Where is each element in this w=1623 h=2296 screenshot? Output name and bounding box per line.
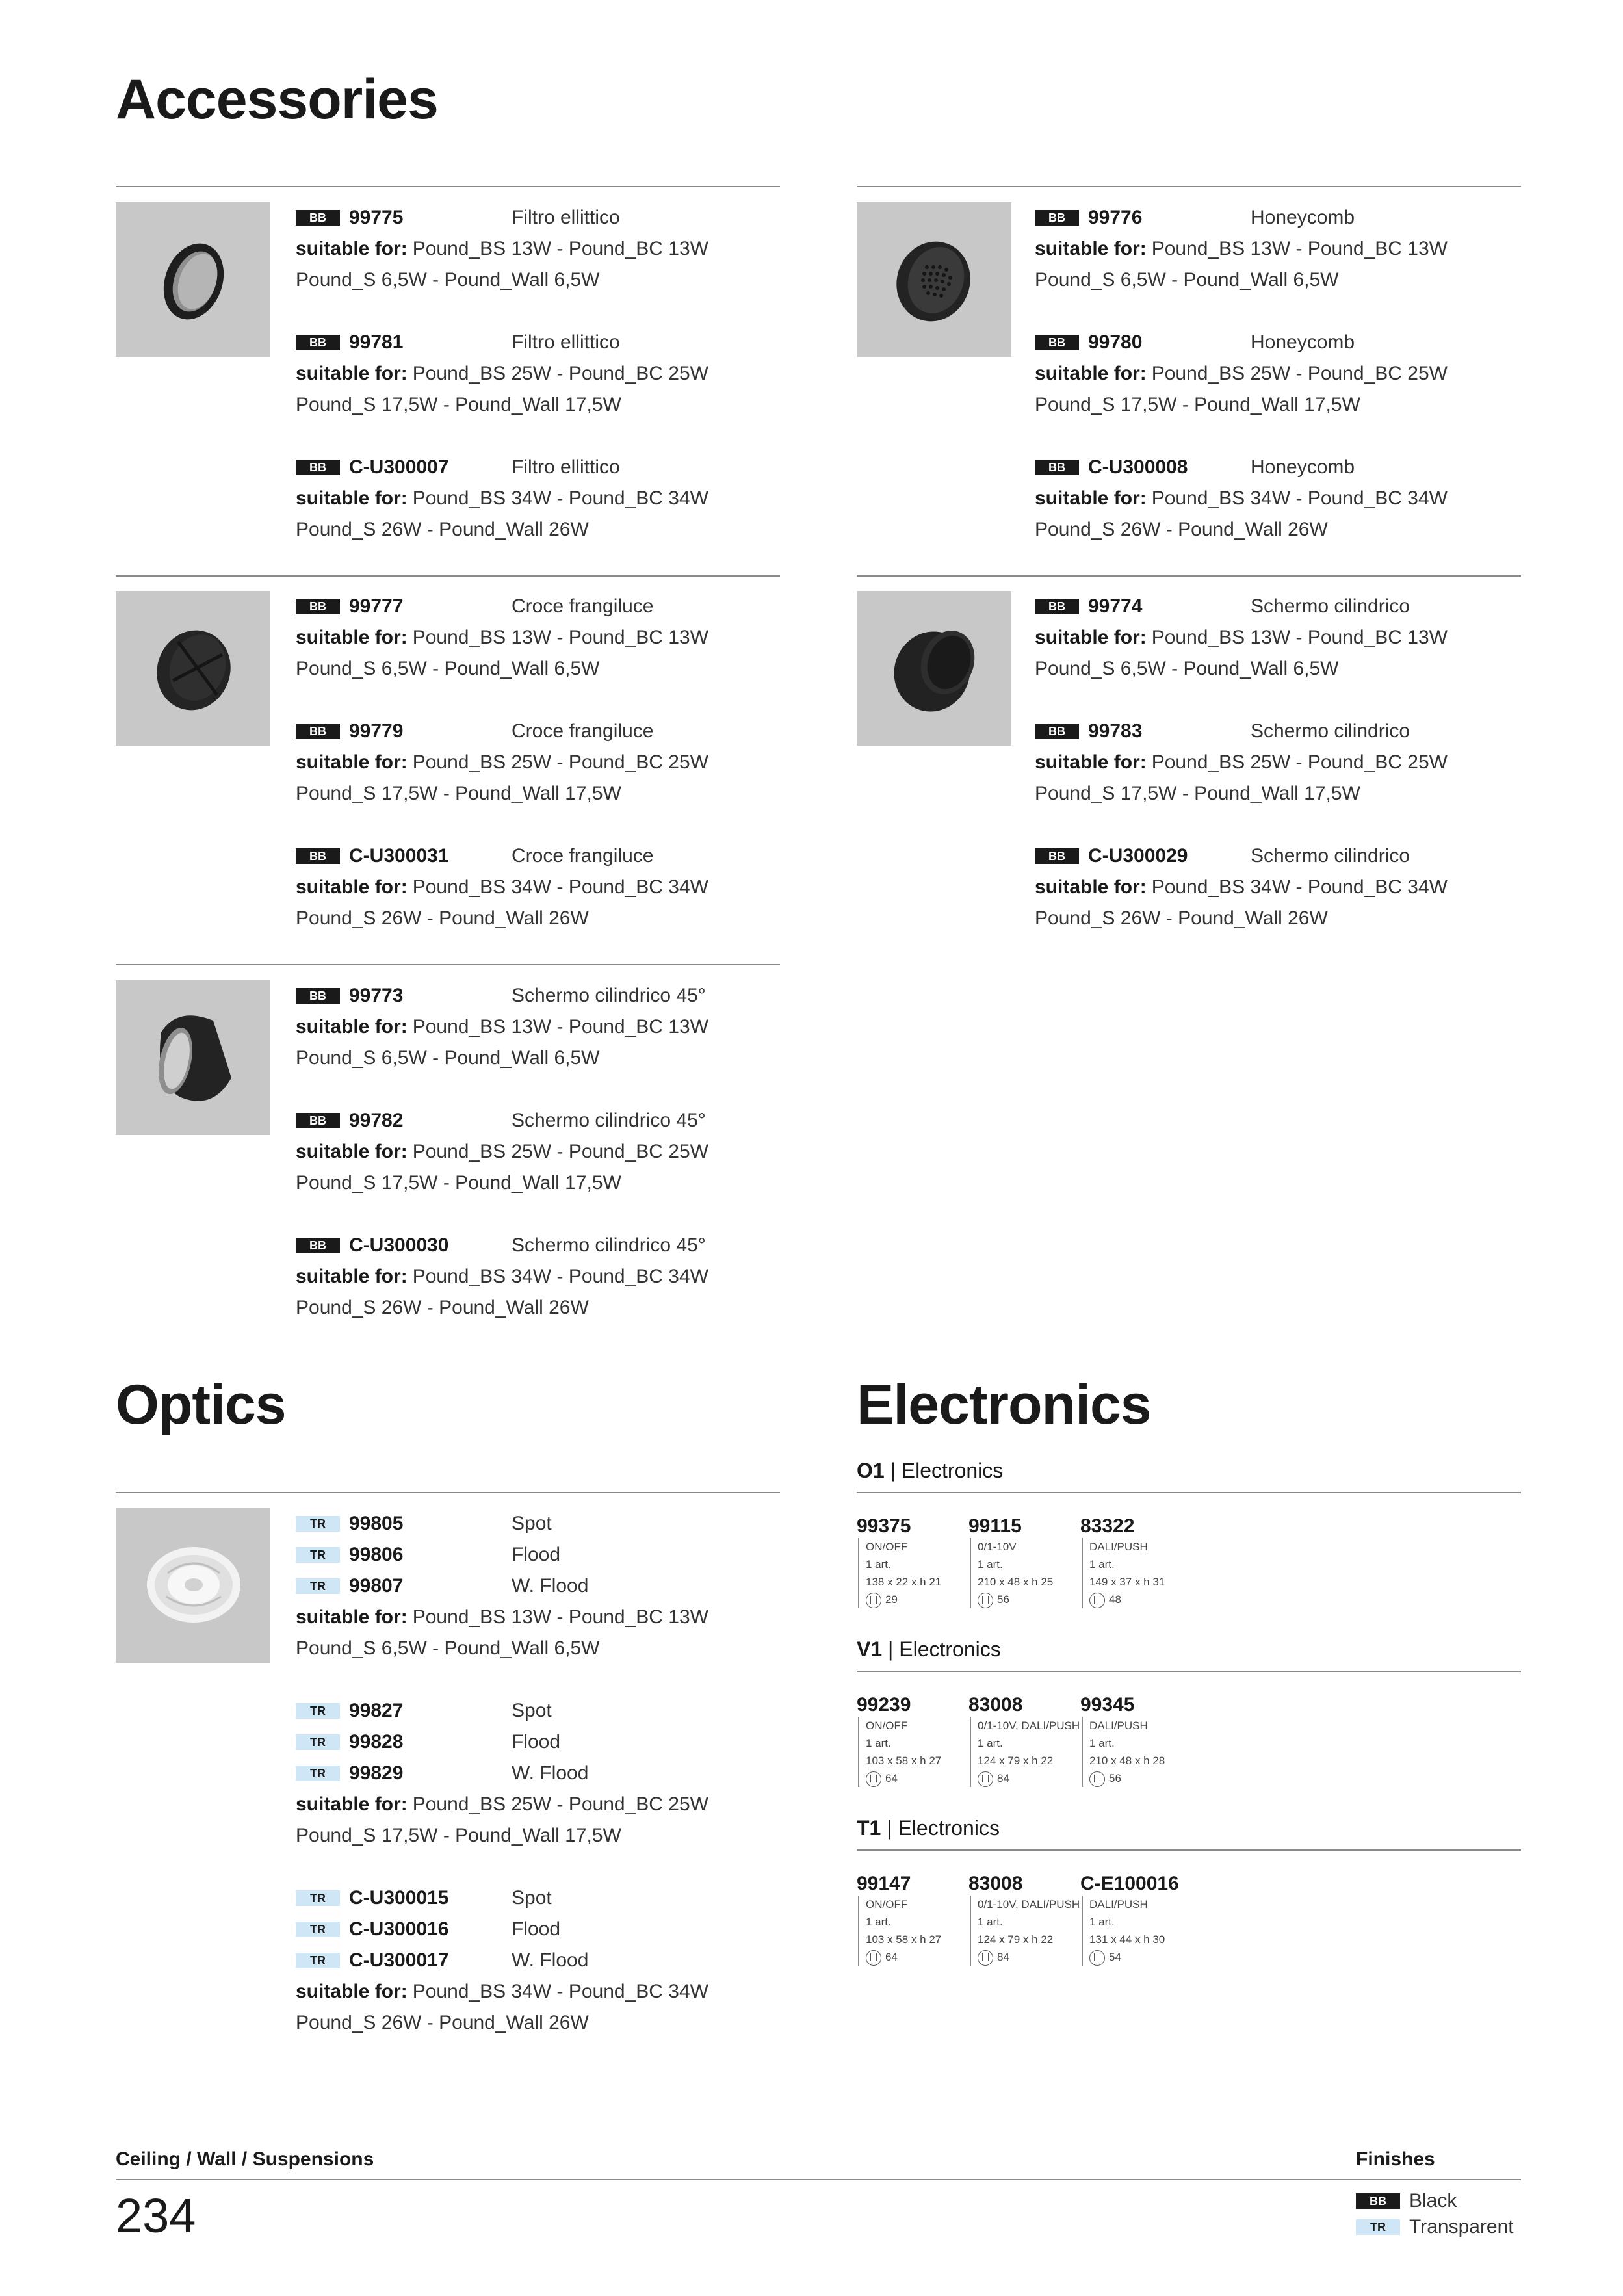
finish-label: Transparent xyxy=(1409,2216,1514,2237)
suitable-text: Pound_S 26W - Pound_Wall 26W xyxy=(296,1297,589,1318)
product-desc: W. Flood xyxy=(512,1575,589,1597)
product-desc: Croce frangiluce xyxy=(512,595,654,617)
driver-code: C-E100016 xyxy=(1080,1873,1179,1894)
driver-icon xyxy=(978,1771,993,1787)
product-code: 99776 xyxy=(1088,207,1143,228)
product-code: 99779 xyxy=(349,720,404,742)
accessory-group-cylindrical-shield-45 xyxy=(296,980,712,1324)
divider xyxy=(857,575,1521,577)
driver-count: 29 xyxy=(885,1593,898,1606)
suitable-text: Pound_BS 13W - Pound_BC 13W xyxy=(1151,238,1448,259)
driver-type: DALI/PUSH xyxy=(1089,1898,1148,1911)
suitable-label: suitable for: xyxy=(296,363,408,384)
driver-icon xyxy=(1089,1593,1105,1608)
suitable-label: suitable for: xyxy=(296,1141,408,1162)
electronics-heading: Electronics xyxy=(857,1374,1151,1436)
suitable-label: suitable for: xyxy=(296,627,408,648)
electronics-section-t1 xyxy=(857,1816,1000,1840)
driver-qty: 1 art. xyxy=(978,1558,1003,1571)
suitable-text: Pound_S 17,5W - Pound_Wall 17,5W xyxy=(1035,394,1360,415)
product-code: C-U300008 xyxy=(1088,456,1188,478)
product-image-cylindrical-shield-45 xyxy=(116,980,270,1135)
suitable-label: suitable for: xyxy=(1035,363,1147,384)
suitable-text: Pound_BS 13W - Pound_BC 13W xyxy=(412,1016,708,1037)
driver-icon xyxy=(978,1593,993,1608)
suitable-text: Pound_BS 25W - Pound_BC 25W xyxy=(412,363,708,384)
driver-count: 64 xyxy=(885,1951,898,1963)
product-code: 99780 xyxy=(1088,332,1143,353)
product-desc: Flood xyxy=(512,1731,561,1753)
driver-qty: 1 art. xyxy=(866,1737,891,1749)
product-code: 99775 xyxy=(349,207,404,228)
finish-badge: TR xyxy=(296,1547,340,1563)
driver-icon xyxy=(1089,1950,1105,1966)
product-image-filter xyxy=(116,202,270,357)
suitable-text: Pound_S 6,5W - Pound_Wall 6,5W xyxy=(296,1047,600,1069)
driver-qty: 1 art. xyxy=(1089,1737,1115,1749)
finish-badge: BB xyxy=(1035,599,1079,614)
driver-code: 99375 xyxy=(857,1515,911,1537)
finish-badge: TR xyxy=(296,1578,340,1594)
finish-badge: BB xyxy=(296,848,340,864)
suitable-text: Pound_BS 25W - Pound_BC 25W xyxy=(412,1141,708,1162)
finish-badge: TR xyxy=(296,1953,340,1968)
divider xyxy=(857,186,1521,187)
product-desc: Filtro ellittico xyxy=(512,456,620,478)
product-code: 99773 xyxy=(349,985,404,1006)
finish-badge: BB xyxy=(1035,335,1079,350)
driver-dims: 138 x 22 x h 21 xyxy=(866,1576,942,1588)
finish-badge: TR xyxy=(296,1516,340,1532)
driver-item xyxy=(968,1693,1080,1787)
section-name: | Electronics xyxy=(887,1816,1000,1840)
suitable-text: Pound_S 6,5W - Pound_Wall 6,5W xyxy=(296,269,600,291)
product-desc: Filtro ellittico xyxy=(512,207,620,228)
product-desc: Flood xyxy=(512,1544,561,1565)
driver-icon xyxy=(866,1593,881,1608)
suitable-label: suitable for: xyxy=(1035,751,1147,773)
finish-badge: BB xyxy=(1035,210,1079,226)
suitable-text: Pound_BS 25W - Pound_BC 25W xyxy=(1151,751,1448,773)
driver-dims: 149 x 37 x h 31 xyxy=(1089,1576,1165,1588)
driver-item xyxy=(1080,1693,1192,1787)
finish-badge: TR xyxy=(296,1922,340,1937)
product-desc: Croce frangiluce xyxy=(512,720,654,742)
product-image-optic-lens xyxy=(116,1508,270,1663)
driver-item xyxy=(857,1515,968,1608)
suitable-text: Pound_BS 13W - Pound_BC 13W xyxy=(412,238,708,259)
driver-icon xyxy=(1089,1771,1105,1787)
product-desc: Schermo cilindrico 45° xyxy=(512,985,706,1006)
product-desc: Spot xyxy=(512,1513,552,1534)
product-code: C-U300031 xyxy=(349,845,449,867)
suitable-label: suitable for: xyxy=(296,751,408,773)
product-desc: Schermo cilindrico 45° xyxy=(512,1110,706,1131)
suitable-label: suitable for: xyxy=(1035,876,1147,898)
driver-item xyxy=(968,1515,1080,1608)
product-code: 99777 xyxy=(349,595,404,617)
optics-heading: Optics xyxy=(116,1374,286,1436)
divider xyxy=(857,1492,1521,1493)
suitable-text: Pound_S 17,5W - Pound_Wall 17,5W xyxy=(296,1172,621,1194)
finish-badge: TR xyxy=(296,1734,340,1750)
driver-dims: 103 x 58 x h 27 xyxy=(866,1933,942,1946)
product-image-cylindrical-shield xyxy=(857,591,1011,746)
suitable-label: suitable for: xyxy=(296,1606,408,1628)
suitable-text: Pound_S 6,5W - Pound_Wall 6,5W xyxy=(1035,269,1339,291)
finish-badge: BB xyxy=(296,1238,340,1253)
finish-badge: BB xyxy=(296,210,340,226)
suitable-text: Pound_BS 34W - Pound_BC 34W xyxy=(412,488,708,509)
suitable-text: Pound_S 17,5W - Pound_Wall 17,5W xyxy=(296,394,621,415)
product-image-honeycomb xyxy=(857,202,1011,357)
product-desc: Filtro ellittico xyxy=(512,332,620,353)
driver-type: DALI/PUSH xyxy=(1089,1541,1148,1553)
driver-qty: 1 art. xyxy=(978,1916,1003,1928)
accessory-group-cylindrical-shield xyxy=(1035,591,1451,934)
suitable-text: Pound_S 26W - Pound_Wall 26W xyxy=(1035,907,1328,929)
suitable-text: Pound_S 6,5W - Pound_Wall 6,5W xyxy=(296,658,600,679)
divider xyxy=(116,1492,780,1493)
suitable-text: Pound_S 26W - Pound_Wall 26W xyxy=(296,519,589,540)
driver-icon xyxy=(866,1950,881,1966)
finish-badge: BB xyxy=(1035,848,1079,864)
suitable-text: Pound_S 17,5W - Pound_Wall 17,5W xyxy=(296,1825,621,1846)
accessory-group-filter xyxy=(296,202,712,545)
footer-category: Ceiling / Wall / Suspensions xyxy=(116,2148,374,2170)
suitable-text: Pound_S 26W - Pound_Wall 26W xyxy=(296,2012,589,2033)
driver-qty: 1 art. xyxy=(1089,1558,1115,1571)
driver-code: 99345 xyxy=(1080,1694,1135,1715)
section-name: | Electronics xyxy=(888,1637,1001,1661)
suitable-text: Pound_BS 34W - Pound_BC 34W xyxy=(412,876,708,898)
driver-dims: 124 x 79 x h 22 xyxy=(978,1933,1054,1946)
section-label: V1 xyxy=(857,1637,883,1661)
suitable-label: suitable for: xyxy=(296,1016,408,1037)
product-code: 99805 xyxy=(349,1513,404,1534)
product-code: C-U300007 xyxy=(349,456,449,478)
product-desc: Flood xyxy=(512,1918,561,1940)
suitable-text: Pound_BS 34W - Pound_BC 34W xyxy=(1151,488,1448,509)
suitable-text: Pound_BS 13W - Pound_BC 13W xyxy=(1151,627,1448,648)
suitable-text: Pound_S 26W - Pound_Wall 26W xyxy=(296,907,589,929)
driver-dims: 210 x 48 x h 25 xyxy=(978,1576,1054,1588)
suitable-label: suitable for: xyxy=(1035,488,1147,509)
product-desc: W. Flood xyxy=(512,1762,589,1784)
product-code: 99807 xyxy=(349,1575,404,1597)
driver-type: 0/1-10V, DALI/PUSH xyxy=(978,1898,1080,1911)
suitable-label: suitable for: xyxy=(296,1981,408,2002)
suitable-text: Pound_BS 13W - Pound_BC 13W xyxy=(412,1606,708,1628)
finish-badge: BB xyxy=(296,724,340,739)
driver-type: ON/OFF xyxy=(866,1898,908,1911)
finish-badge: BB xyxy=(296,599,340,614)
driver-code: 83008 xyxy=(968,1873,1023,1894)
product-code: 99828 xyxy=(349,1731,404,1753)
finish-badge: BB xyxy=(296,335,340,350)
suitable-label: suitable for: xyxy=(1035,238,1147,259)
driver-count: 84 xyxy=(997,1772,1009,1784)
page-number: 234 xyxy=(116,2189,196,2243)
suitable-text: Pound_BS 25W - Pound_BC 25W xyxy=(1151,363,1448,384)
suitable-text: Pound_BS 34W - Pound_BC 34W xyxy=(1151,876,1448,898)
product-code: 99829 xyxy=(349,1762,404,1784)
suitable-label: suitable for: xyxy=(296,488,408,509)
finish-badge: BB xyxy=(1356,2193,1400,2209)
finish-badge: BB xyxy=(296,460,340,475)
product-code: C-U300029 xyxy=(1088,845,1188,867)
driver-icon xyxy=(866,1771,881,1787)
suitable-text: Pound_S 17,5W - Pound_Wall 17,5W xyxy=(1035,783,1360,804)
product-desc: Honeycomb xyxy=(1251,207,1355,228)
electronics-section-v1 xyxy=(857,1637,1001,1662)
driver-dims: 131 x 44 x h 30 xyxy=(1089,1933,1165,1946)
driver-icon xyxy=(978,1950,993,1966)
driver-count: 84 xyxy=(997,1951,1009,1963)
finish-label: Black xyxy=(1409,2190,1457,2211)
product-code: 99774 xyxy=(1088,595,1143,617)
product-code: C-U300030 xyxy=(349,1234,449,1256)
product-desc: Honeycomb xyxy=(1251,456,1355,478)
finish-badge: BB xyxy=(296,1113,340,1128)
product-desc: Schermo cilindrico xyxy=(1251,595,1410,617)
product-image-cross-baffle xyxy=(116,591,270,746)
accessory-group-honeycomb xyxy=(1035,202,1451,545)
divider xyxy=(116,964,780,965)
product-code: 99827 xyxy=(349,1700,404,1721)
finishes-legend xyxy=(1356,2188,1514,2240)
suitable-text: Pound_S 6,5W - Pound_Wall 6,5W xyxy=(296,1637,600,1659)
suitable-text: Pound_BS 25W - Pound_BC 25W xyxy=(412,751,708,773)
divider xyxy=(116,186,780,187)
accessory-group-cross-baffle xyxy=(296,591,712,934)
product-code: C-U300015 xyxy=(349,1887,449,1909)
driver-count: 54 xyxy=(1109,1951,1121,1963)
finish-badge: BB xyxy=(1035,724,1079,739)
driver-dims: 210 x 48 x h 28 xyxy=(1089,1755,1165,1767)
product-desc: Schermo cilindrico xyxy=(1251,845,1410,867)
finish-badge: BB xyxy=(296,988,340,1004)
finish-badge: TR xyxy=(296,1766,340,1781)
driver-type: ON/OFF xyxy=(866,1719,908,1732)
driver-item xyxy=(1080,1515,1192,1608)
driver-item xyxy=(857,1872,968,1966)
driver-code: 83008 xyxy=(968,1694,1023,1715)
product-code: 99783 xyxy=(1088,720,1143,742)
finish-badge: TR xyxy=(1356,2219,1400,2235)
accessories-heading: Accessories xyxy=(116,68,438,131)
driver-count: 48 xyxy=(1109,1593,1121,1606)
driver-type: 0/1-10V, DALI/PUSH xyxy=(978,1719,1080,1732)
product-code: 99806 xyxy=(349,1544,404,1565)
driver-qty: 1 art. xyxy=(1089,1916,1115,1928)
driver-dims: 103 x 58 x h 27 xyxy=(866,1755,942,1767)
suitable-text: Pound_S 6,5W - Pound_Wall 6,5W xyxy=(1035,658,1339,679)
suitable-label: suitable for: xyxy=(296,1794,408,1815)
finish-badge: TR xyxy=(296,1890,340,1906)
suitable-text: Pound_S 26W - Pound_Wall 26W xyxy=(1035,519,1328,540)
suitable-label: suitable for: xyxy=(296,238,408,259)
section-name: | Electronics xyxy=(890,1459,1004,1482)
driver-code: 83322 xyxy=(1080,1515,1135,1537)
optics-list xyxy=(296,1508,712,2039)
suitable-label: suitable for: xyxy=(1035,627,1147,648)
product-desc: Croce frangiluce xyxy=(512,845,654,867)
product-code: C-U300017 xyxy=(349,1950,449,1971)
suitable-text: Pound_BS 13W - Pound_BC 13W xyxy=(412,627,708,648)
product-desc: Spot xyxy=(512,1887,552,1909)
driver-type: 0/1-10V xyxy=(978,1541,1017,1553)
footer-divider xyxy=(116,2179,1521,2180)
finish-badge: TR xyxy=(296,1703,340,1719)
driver-code: 99147 xyxy=(857,1873,911,1894)
footer-finishes-title: Finishes xyxy=(1356,2148,1435,2170)
driver-count: 64 xyxy=(885,1772,898,1784)
divider xyxy=(857,1849,1521,1851)
product-desc: Schermo cilindrico 45° xyxy=(512,1234,706,1256)
section-label: T1 xyxy=(857,1816,881,1840)
suitable-text: Pound_BS 34W - Pound_BC 34W xyxy=(412,1981,708,2002)
suitable-text: Pound_S 17,5W - Pound_Wall 17,5W xyxy=(296,783,621,804)
product-desc: Honeycomb xyxy=(1251,332,1355,353)
divider xyxy=(116,575,780,577)
suitable-label: suitable for: xyxy=(296,1266,408,1287)
driver-count: 56 xyxy=(1109,1772,1121,1784)
driver-count: 56 xyxy=(997,1593,1009,1606)
driver-code: 99239 xyxy=(857,1694,911,1715)
suitable-text: Pound_BS 25W - Pound_BC 25W xyxy=(412,1794,708,1815)
suitable-text: Pound_BS 34W - Pound_BC 34W xyxy=(412,1266,708,1287)
suitable-label: suitable for: xyxy=(296,876,408,898)
product-desc: Schermo cilindrico xyxy=(1251,720,1410,742)
product-code: C-U300016 xyxy=(349,1918,449,1940)
electronics-section-o1 xyxy=(857,1459,1003,1483)
driver-qty: 1 art. xyxy=(978,1737,1003,1749)
product-desc: W. Flood xyxy=(512,1950,589,1971)
product-code: 99782 xyxy=(349,1110,404,1131)
divider xyxy=(857,1671,1521,1672)
driver-item xyxy=(1080,1872,1192,1966)
driver-type: DALI/PUSH xyxy=(1089,1719,1148,1732)
driver-qty: 1 art. xyxy=(866,1916,891,1928)
driver-dims: 124 x 79 x h 22 xyxy=(978,1755,1054,1767)
section-label: O1 xyxy=(857,1459,885,1482)
product-code: 99781 xyxy=(349,332,404,353)
finish-badge: BB xyxy=(1035,460,1079,475)
driver-code: 99115 xyxy=(968,1515,1022,1537)
driver-type: ON/OFF xyxy=(866,1541,908,1553)
driver-item xyxy=(857,1693,968,1787)
driver-item xyxy=(968,1872,1080,1966)
product-desc: Spot xyxy=(512,1700,552,1721)
driver-qty: 1 art. xyxy=(866,1558,891,1571)
